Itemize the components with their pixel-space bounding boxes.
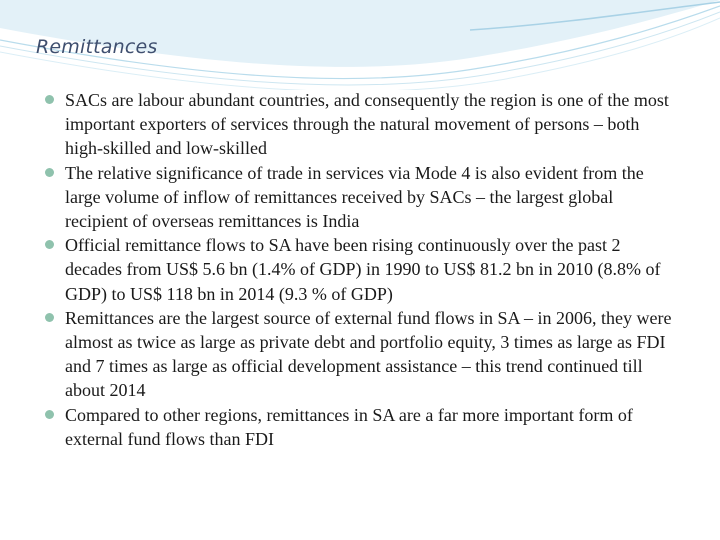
bullet-dot-icon [45,240,54,249]
bullet-dot-icon [45,168,54,177]
bullet-text: Compared to other regions, remittances in SA are a far more important form of external fund flows than FDI [65,404,633,449]
bullet-text: The relative significance of trade in services via Mode 4 is also evident from the large volume of inflow of remittances received by SACs – the largest global recipient of overseas remittances is India [65,162,644,232]
bullet-list [44,88,674,451]
bullet-item [44,403,674,451]
bullet-item [44,161,674,234]
bullet-text: Official remittance flows to SA have been rising continuously over the past 2 decades from US$ 5.6 bn (1.4% of GDP) in 1990 to US$ 81.2 bn in 2010 (8.8% of GDP) to US$ 118 bn in 2014 (9.3 % of GDP) [65,235,661,304]
bullet-dot-icon [45,95,54,104]
bullet-item [44,88,674,161]
bullet-text: Remittances are the largest source of external fund flows in SA – in 2006, they were almost as twice as large as private debt and portfolio equity, 3 times as large as FDI and 7 times as large as official development assistance – this trend continued till about 2014 [65,307,672,401]
bullet-text: SACs are labour abundant countries, and consequently the region is one of the most important exporters of services through the natural movement of persons – both high-skilled and low-skilled [65,90,669,159]
slide-title: Remittances [36,36,158,58]
bullet-dot-icon [45,410,54,419]
bullet-list-container [44,88,674,451]
bullet-item [44,306,674,403]
bullet-dot-icon [45,313,54,322]
bullet-item [44,233,674,306]
